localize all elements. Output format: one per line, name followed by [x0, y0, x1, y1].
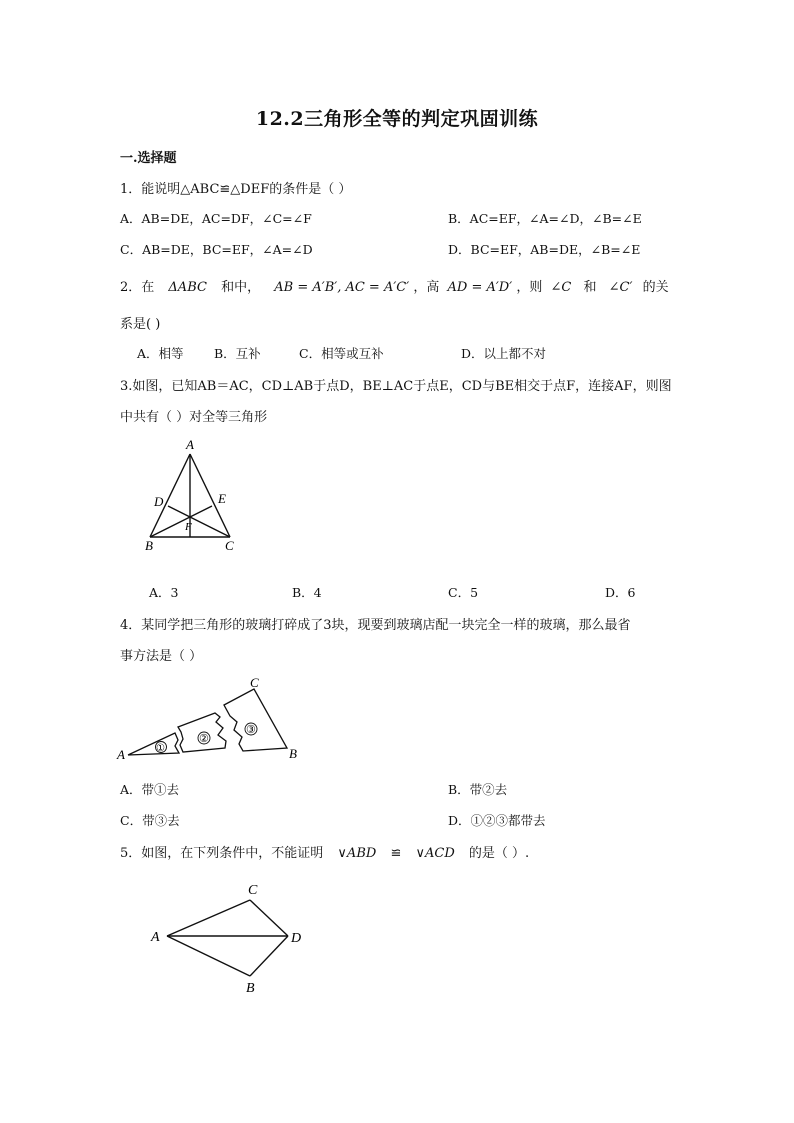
q3-label-f: F [185, 521, 192, 533]
q5-stem [120, 842, 529, 861]
q4-label-a: A [117, 747, 125, 762]
q4-option-b[interactable]: B．带②去 [448, 782, 508, 797]
q2-option-b[interactable]: B．互补 [214, 346, 261, 361]
q5-label-d: D [291, 931, 302, 946]
q4-label-b: B [289, 746, 297, 761]
q5-text-b: 的是（ ）. [468, 846, 530, 861]
q2-text-b: 和中， [221, 280, 261, 295]
q2-text-e: 和 [583, 280, 597, 295]
q3-segment-be [150, 506, 212, 537]
q2-option-c[interactable]: C．相等或互补 [299, 346, 384, 361]
q4-line2: 事方法是（ ） [120, 649, 203, 664]
q5-triangle-acd: ∨ACD [415, 846, 455, 861]
q4-option-c[interactable]: C．带③去 [120, 813, 180, 828]
q1-stem: 1．能说明△ABC≌△DEF的条件是（ ） [120, 182, 352, 197]
q2-text-a: 2．在 [120, 280, 155, 295]
q4-marker-2: ② [199, 733, 209, 745]
q3-line2: 中共有（ ）对全等三角形 [120, 410, 268, 425]
q4-piece-1 [128, 733, 179, 755]
q4-piece-3 [224, 689, 287, 751]
q5-triangle-abd: ∨ABD [337, 846, 377, 861]
q1-option-d[interactable]: D．BC=EF，AB=DE，∠B=∠E [448, 242, 641, 257]
q3-label-a: A [186, 437, 194, 452]
q3-label-b: B [145, 538, 153, 553]
q2-condition: AB = A′B′, AC = A′C′ [274, 280, 410, 295]
q5-side-bd [250, 936, 288, 976]
q3-label-d: D [154, 494, 164, 509]
q4-marker-1: ① [156, 743, 165, 754]
q2-option-d[interactable]: D．以上都不对 [461, 346, 547, 361]
q2-line2: 系是( ) [120, 317, 161, 332]
page-title: 12.2三角形全等的判定巩固训练 [255, 108, 539, 130]
q5-label-a: A [151, 930, 160, 945]
q2-angle-c: ∠C [550, 280, 572, 295]
q5-label-c: C [248, 883, 258, 898]
section-heading: 一.选择题 [120, 151, 177, 166]
q1-option-b[interactable]: B．AC=EF，∠A=∠D，∠B=∠E [448, 211, 642, 226]
q5-side-ab [167, 936, 250, 976]
q2-text-c: ，高 [413, 280, 440, 295]
q4-marker-3: ③ [246, 724, 256, 736]
q2-altitude: AD = A′D′ [447, 280, 513, 295]
q2-line1 [120, 276, 669, 295]
q5-kite-figure [145, 878, 315, 998]
q3-option-c[interactable]: C．5 [448, 585, 479, 600]
q2-triangle: ΔABC [168, 280, 207, 295]
q3-label-c: C [225, 538, 234, 553]
q5-text-a: 5．如图，在下列条件中，不能证明 [120, 846, 324, 861]
q2-option-a[interactable]: A．相等 [137, 346, 184, 361]
q4-label-c: C [250, 675, 259, 690]
q1-option-a[interactable]: A．AB=DE，AC=DF，∠C=∠F [120, 211, 312, 226]
q3-line1: 3.如图，已知AB＝AC，CD⊥AB于点D，BE⊥AC于点E，CD与BE相交于点F，连接AF，则图 [120, 379, 672, 394]
q2-text-f: 的关 [642, 280, 669, 295]
q3-option-a[interactable]: A．3 [149, 585, 179, 600]
q2-text-d: ，则 [516, 280, 543, 295]
q3-option-b[interactable]: B．4 [292, 585, 322, 600]
q4-option-a[interactable]: A．带①去 [120, 782, 180, 797]
q3-label-e: E [218, 491, 226, 506]
q2-angle-c-prime: ∠C′ [608, 280, 633, 295]
q4-broken-glass-figure [115, 675, 315, 767]
q3-segment-cd [168, 506, 230, 537]
q4-line1: 4．某同学把三角形的玻璃打碎成了3块，现要到玻璃店配一块完全一样的玻璃，那么最省 [120, 618, 631, 633]
q5-congruent-sign: ≌ [390, 846, 402, 861]
q5-side-ac [167, 900, 250, 936]
q1-option-c[interactable]: C．AB=DE，BC=EF，∠A=∠D [120, 242, 313, 257]
q3-triangle-figure [140, 436, 250, 556]
q5-side-cd [250, 900, 288, 936]
q5-label-b: B [246, 981, 255, 996]
q3-option-d[interactable]: D．6 [605, 585, 636, 600]
q4-option-d[interactable]: D．①②③都带去 [448, 813, 546, 828]
